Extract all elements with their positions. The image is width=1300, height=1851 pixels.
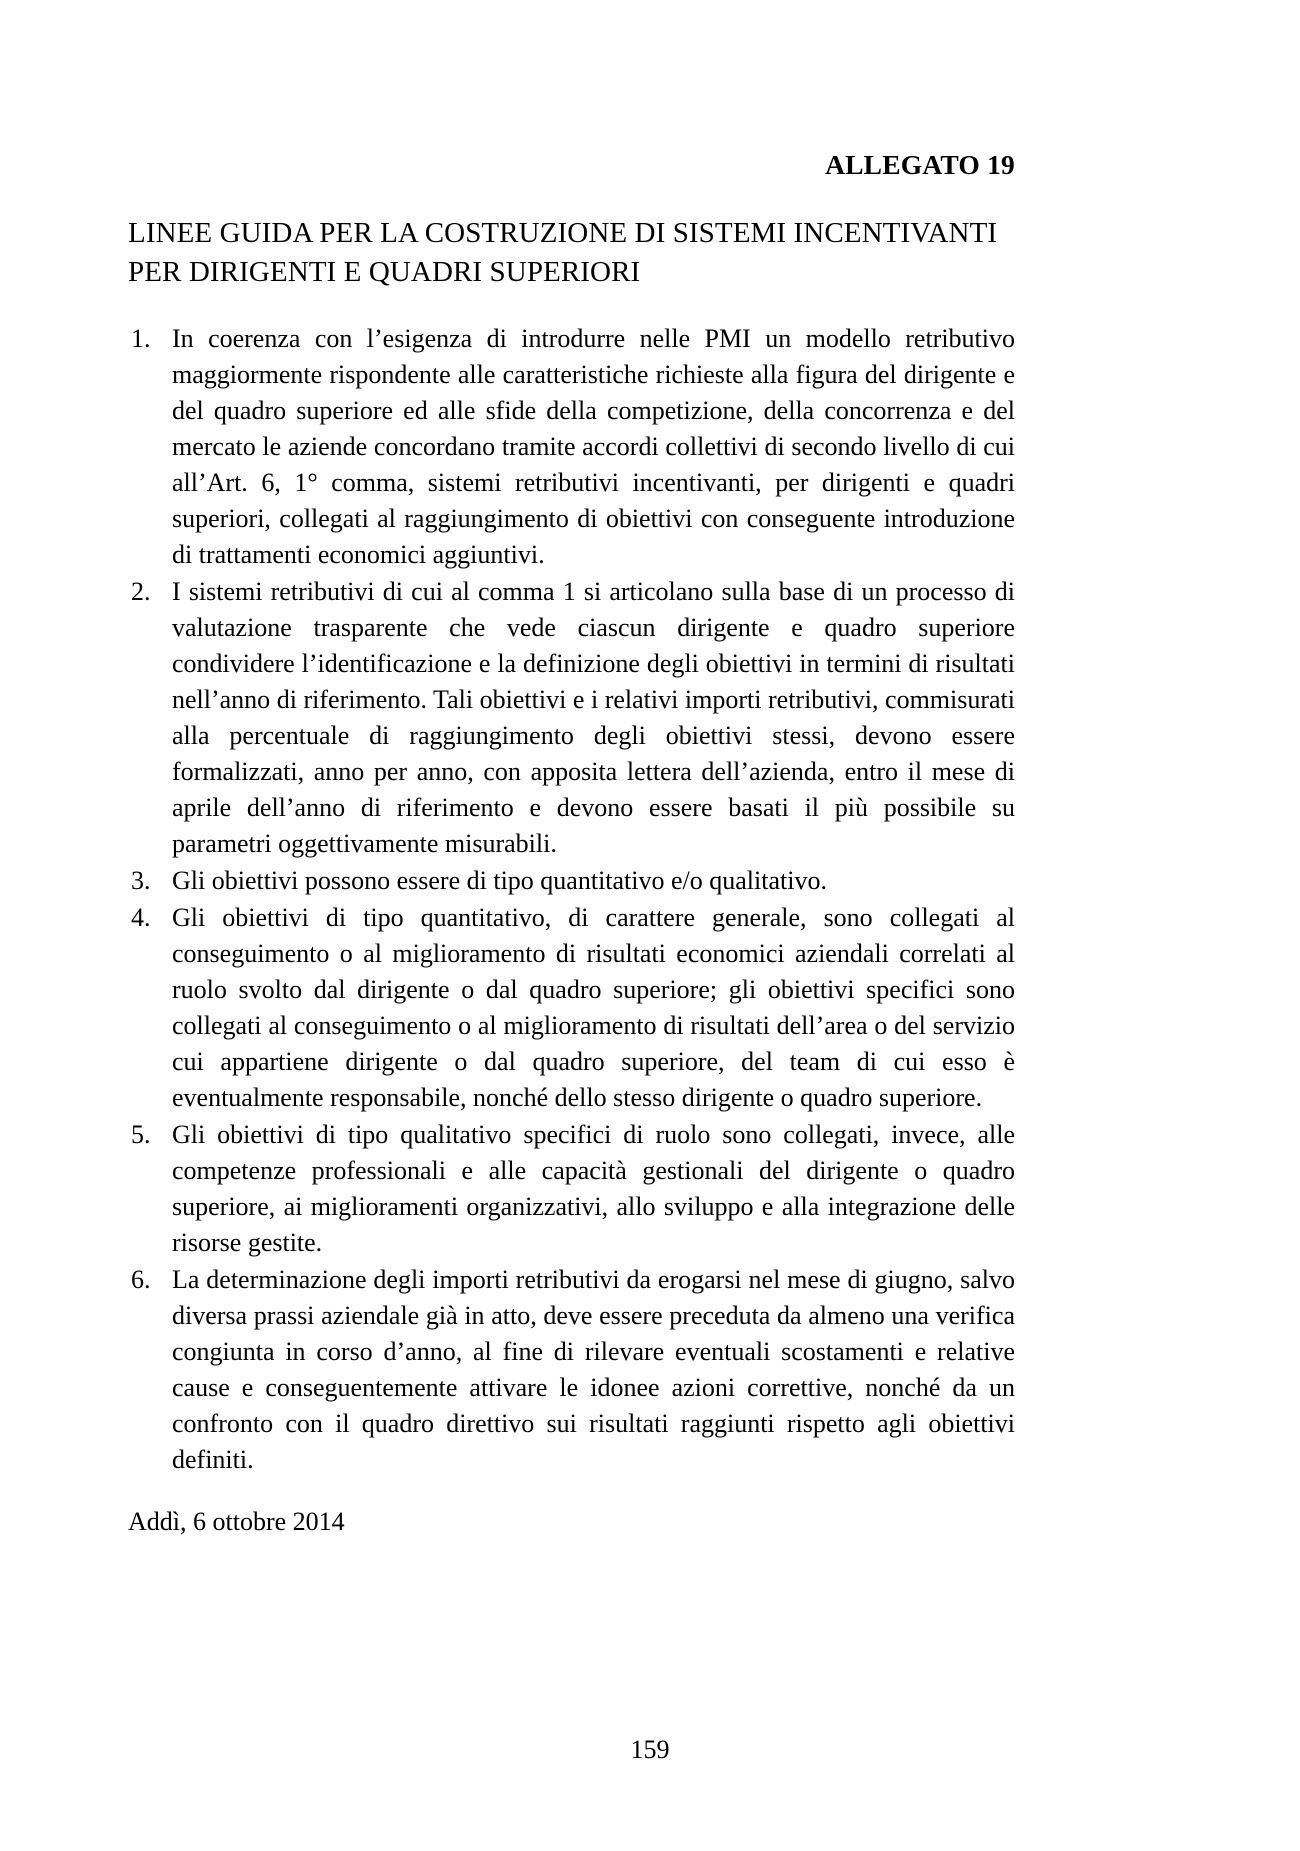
clause-text: Gli obiettivi possono essere di tipo quantitativo e/o qualitativo. (172, 866, 827, 896)
page-number: 159 (630, 1735, 670, 1764)
annex-header: ALLEGATO 19 (825, 149, 1015, 180)
closing-date: Addì, 6 ottobre 2014 (128, 1507, 345, 1537)
clause-marker: 1. (131, 324, 151, 354)
clause-marker: 4. (131, 903, 151, 933)
clause-marker: 6. (131, 1265, 151, 1295)
clause-item (128, 574, 1015, 862)
clause-item (128, 321, 1015, 573)
clause-item (128, 900, 1015, 1116)
clause-text: Gli obiettivi di tipo quantitativo, di carattere generale, sono collegati al conseguimento o al miglioramento di risultati economici aziendali correlati al ruolo svolto dal dirigente o dal quadro superiore; gli obiettivi specifici sono collegati al conseguimento o al miglioramento di risultati dell’area o del servizio cui appartiene dirigente o dal quadro superiore, del team di cui esso è eventualmente responsabile, nonché dello stesso dirigente o quadro superiore. (172, 903, 1015, 1113)
clause-text: I sistemi retributivi di cui al comma 1 si articolano sulla base di un processo di valutazione trasparente che vede ciascun dirigente e quadro superiore condividere l’identificazione e la definizione degli obiettivi in termini di risultati nell’anno di riferimento. Tali obiettivi e i relativi importi retributivi, commisurati alla percentuale di raggiungimento degli obiettivi stessi, devono essere formalizzati, anno per anno, con apposita lettera dell’azienda, entro il mese di aprile dell’anno di riferimento e devono essere basati il più possibile su parametri oggettivamente misurabili. (172, 577, 1015, 859)
clause-marker: 3. (131, 866, 151, 896)
clause-text: La determinazione degli importi retributivi da erogarsi nel mese di giugno, salvo diversa prassi aziendale già in atto, deve essere preceduta da almeno una verifica congiunta in corso d’anno, al fine di rilevare eventuali scostamenti e relative cause e conseguentemente attivare le idonee azioni correttive, nonché da un confronto con il quadro direttivo sui risultati raggiunti rispetto agli obiettivi definiti. (172, 1265, 1015, 1475)
page-title (128, 214, 1015, 291)
clause-list (128, 321, 1015, 1478)
page-title-line-2: PER DIRIGENTI E QUADRI SUPERIORI (128, 255, 641, 288)
clause-text: Gli obiettivi di tipo qualitativo specifici di ruolo sono collegati, invece, alle competenze professionali e alle capacità gestionali del dirigente o quadro superiore, ai miglioramenti organizzativi, allo sviluppo e alla integrazione delle risorse gestite. (172, 1120, 1015, 1258)
page-title-line-1: LINEE GUIDA PER LA COSTRUZIONE DI SISTEMI INCENTIVANTI (128, 217, 998, 250)
clause-item (128, 863, 1015, 899)
clause-item (128, 1262, 1015, 1478)
clause-text: In coerenza con l’esigenza di introdurre nelle PMI un modello retributivo maggiormente rispondente alle caratteristiche richieste alla figura del dirigente e del quadro superiore ed alle sfide della competizione, della concorrenza e del mercato le aziende concordano tramite accordi collettivi di secondo livello di cui all’Art. 6, 1° comma, sistemi retributivi incentivanti, per dirigenti e quadri superiori, collegati al raggiungimento di obiettivi con conseguente introduzione di trattamenti economici aggiuntivi. (172, 324, 1015, 570)
clause-item (128, 1117, 1015, 1261)
clause-marker: 2. (131, 577, 151, 607)
clause-marker: 5. (131, 1120, 151, 1150)
